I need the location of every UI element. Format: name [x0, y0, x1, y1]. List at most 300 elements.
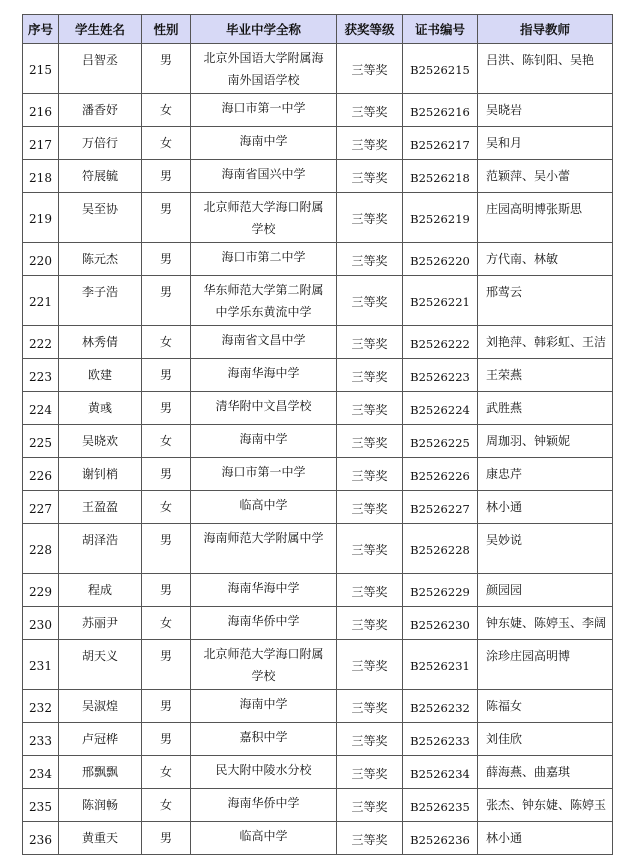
row-number: 231: [29, 659, 52, 673]
award-level: 三等奖: [351, 733, 388, 748]
gender: 男: [159, 583, 172, 597]
award-level-cell: [337, 326, 403, 359]
student-name-cell: [59, 276, 142, 326]
school-name-cell: [191, 723, 337, 756]
student-name: 谢钊梢: [81, 467, 118, 481]
table-row: [23, 94, 613, 127]
award-level: 三等奖: [351, 212, 388, 226]
gender-cell: [142, 524, 191, 574]
school-name-cell: [191, 127, 337, 160]
award-level: 三等奖: [351, 369, 388, 384]
teacher-names-cell: [478, 392, 613, 425]
certificate-number-cell: [403, 44, 478, 94]
certificate-number-cell: [403, 822, 478, 855]
teacher-names: 林小通: [486, 500, 523, 514]
teacher-names-cell: [478, 326, 613, 359]
certificate-number: B2526219: [410, 212, 470, 226]
certificate-number-cell: [403, 607, 478, 640]
gender: 男: [159, 649, 172, 663]
award-level: 三等奖: [351, 501, 388, 516]
school-name: 嘉积中学: [239, 730, 288, 744]
award-level: 三等奖: [351, 832, 388, 847]
student-name-cell: [59, 425, 142, 458]
school-name: 海南省国兴中学: [221, 167, 306, 181]
award-level-cell: [337, 359, 403, 392]
award-level-cell: [337, 243, 403, 276]
certificate-number-cell: [403, 326, 478, 359]
student-name: 欧建: [87, 368, 112, 382]
student-name-cell: [59, 392, 142, 425]
gender-cell: [142, 243, 191, 276]
row-number-cell: [23, 127, 59, 160]
student-name-cell: [59, 756, 142, 789]
row-number-cell: [23, 458, 59, 491]
school-name-cell: [191, 425, 337, 458]
student-name: 林秀倩: [81, 335, 118, 349]
teacher-names-cell: [478, 160, 613, 193]
certificate-number: B2526234: [410, 766, 470, 781]
row-number: 217: [29, 137, 52, 152]
table-row: [23, 491, 613, 524]
table-row: [23, 127, 613, 160]
teacher-names: 涂珍庄园高明博: [486, 649, 571, 663]
school-name-cell: [191, 756, 337, 789]
teacher-names-cell: [478, 44, 613, 94]
school-name: 北京师范大学海口附属学校: [203, 647, 324, 683]
table-row: [23, 392, 613, 425]
teacher-names: 林小通: [486, 831, 523, 845]
teacher-names: 范颖萍、吴小蕾: [486, 169, 571, 183]
award-level: 三等奖: [351, 659, 388, 673]
school-name: 海南华海中学: [227, 581, 300, 595]
teacher-names: 康忠芹: [486, 467, 523, 481]
student-name: 吴晓欢: [81, 434, 118, 448]
row-number: 226: [29, 468, 52, 483]
student-name-cell: [59, 524, 142, 574]
award-level: 三等奖: [351, 63, 388, 77]
school-name: 临高中学: [239, 829, 288, 843]
student-name: 潘香妤: [81, 103, 118, 117]
gender: 女: [159, 798, 172, 812]
award-level-cell: [337, 789, 403, 822]
teacher-names-cell: [478, 756, 613, 789]
certificate-number-cell: [403, 193, 478, 243]
school-name: 清华附中文昌学校: [215, 399, 312, 413]
table-row: [23, 276, 613, 326]
certificate-number-cell: [403, 243, 478, 276]
table-row: [23, 458, 613, 491]
certificate-number: B2526230: [410, 617, 470, 632]
table-row: [23, 193, 613, 243]
gender: 女: [159, 434, 172, 448]
award-level-cell: [337, 491, 403, 524]
certificate-number: B2526227: [410, 501, 470, 516]
row-number: 224: [29, 402, 52, 417]
school-name: 北京外国语大学附属海南外国语学校: [203, 51, 324, 87]
school-name-cell: [191, 94, 337, 127]
certificate-number: B2526231: [410, 659, 470, 673]
gender: 男: [159, 53, 172, 67]
certificate-number: B2526218: [410, 170, 470, 185]
row-number: 221: [29, 295, 52, 309]
gender-cell: [142, 160, 191, 193]
row-number-cell: [23, 723, 59, 756]
teacher-names: 钟东婕、陈婷玉、李阔: [486, 616, 607, 630]
table-row: [23, 640, 613, 690]
row-number: 236: [29, 832, 52, 847]
row-number-cell: [23, 44, 59, 94]
teacher-names-cell: [478, 789, 613, 822]
gender-cell: [142, 640, 191, 690]
student-name: 陈润畅: [81, 798, 118, 812]
gender: 男: [159, 467, 172, 481]
student-name-cell: [59, 789, 142, 822]
teacher-names-cell: [478, 359, 613, 392]
award-level-cell: [337, 425, 403, 458]
teacher-names: 吴晓岩: [486, 103, 523, 117]
teacher-names: 刘艳萍、韩彩虹、王洁: [486, 335, 607, 349]
award-level: 三等奖: [351, 295, 388, 309]
school-name: 海南师范大学附属中学: [203, 531, 324, 545]
row-number-cell: [23, 326, 59, 359]
gender-cell: [142, 193, 191, 243]
gender-cell: [142, 822, 191, 855]
gender-cell: [142, 94, 191, 127]
certificate-number: B2526236: [410, 832, 470, 847]
school-name: 华东师范大学第二附属中学乐东黄流中学: [203, 283, 324, 319]
gender: 女: [159, 500, 172, 514]
school-name-cell: [191, 640, 337, 690]
certificate-number-cell: [403, 392, 478, 425]
table-row: [23, 425, 613, 458]
student-name-cell: [59, 94, 142, 127]
gender: 男: [159, 401, 172, 415]
award-level: 三等奖: [351, 799, 388, 814]
student-name-cell: [59, 160, 142, 193]
teacher-names-cell: [478, 690, 613, 723]
certificate-number-cell: [403, 640, 478, 690]
row-number-cell: [23, 524, 59, 574]
teacher-names: 王荣燕: [486, 368, 523, 382]
certificate-number: B2526225: [410, 435, 470, 450]
teacher-names-cell: [478, 822, 613, 855]
header-student-name: 学生姓名: [59, 15, 142, 44]
gender-cell: [142, 458, 191, 491]
school-name-cell: [191, 822, 337, 855]
row-number-cell: [23, 160, 59, 193]
gender: 女: [159, 136, 172, 150]
student-name: 程成: [87, 583, 112, 597]
teacher-names-cell: [478, 607, 613, 640]
school-name: 海口市第一中学: [221, 101, 306, 115]
table-row: [23, 326, 613, 359]
row-number: 228: [29, 543, 52, 557]
student-name-cell: [59, 491, 142, 524]
teacher-names-cell: [478, 524, 613, 574]
school-name-cell: [191, 690, 337, 723]
row-number-cell: [23, 789, 59, 822]
certificate-number-cell: [403, 756, 478, 789]
teacher-names: 陈福女: [486, 699, 523, 713]
student-name: 黄彧: [87, 401, 112, 415]
certificate-number-cell: [403, 425, 478, 458]
table-row: [23, 789, 613, 822]
student-name-cell: [59, 640, 142, 690]
school-name-cell: [191, 607, 337, 640]
row-number-cell: [23, 94, 59, 127]
teacher-names: 颜园园: [486, 583, 523, 597]
teacher-names: 薛海燕、曲嘉琪: [486, 765, 571, 779]
student-name-cell: [59, 607, 142, 640]
student-name-cell: [59, 193, 142, 243]
student-name-cell: [59, 723, 142, 756]
row-number-cell: [23, 640, 59, 690]
school-name: 临高中学: [239, 498, 288, 512]
school-name-cell: [191, 574, 337, 607]
student-name: 陈元杰: [81, 252, 118, 266]
row-number-cell: [23, 359, 59, 392]
teacher-names: 武胜燕: [486, 401, 523, 415]
table-row: [23, 524, 613, 574]
certificate-number: B2526224: [410, 402, 470, 417]
row-number-cell: [23, 276, 59, 326]
school-name-cell: [191, 392, 337, 425]
teacher-names-cell: [478, 458, 613, 491]
student-name-cell: [59, 326, 142, 359]
awards-table: [22, 14, 613, 855]
school-name-cell: [191, 789, 337, 822]
table-row: [23, 44, 613, 94]
teacher-names: 庄园高明博张斯思: [486, 202, 583, 216]
gender-cell: [142, 789, 191, 822]
table-row: [23, 243, 613, 276]
gender-cell: [142, 491, 191, 524]
row-number: 219: [29, 212, 52, 226]
row-number: 233: [29, 733, 52, 748]
row-number-cell: [23, 193, 59, 243]
award-level-cell: [337, 690, 403, 723]
certificate-number: B2526222: [410, 336, 470, 351]
certificate-number: B2526235: [410, 799, 470, 814]
award-level-cell: [337, 127, 403, 160]
certificate-number-cell: [403, 458, 478, 491]
school-name-cell: [191, 193, 337, 243]
school-name: 北京师范大学海口附属学校: [203, 200, 324, 236]
gender-cell: [142, 690, 191, 723]
award-level: 三等奖: [351, 468, 388, 483]
row-number: 232: [29, 700, 52, 715]
row-number: 216: [29, 104, 52, 119]
award-level-cell: [337, 160, 403, 193]
school-name: 海南华海中学: [227, 366, 300, 380]
certificate-number-cell: [403, 359, 478, 392]
gender-cell: [142, 127, 191, 160]
gender-cell: [142, 276, 191, 326]
row-number: 230: [29, 617, 52, 632]
teacher-names-cell: [478, 94, 613, 127]
table-body: [23, 44, 613, 855]
row-number-cell: [23, 822, 59, 855]
school-name: 海南中学: [239, 134, 288, 148]
school-name-cell: [191, 160, 337, 193]
teacher-names: 邢莺云: [486, 285, 523, 299]
award-level: 三等奖: [351, 336, 388, 351]
certificate-number: B2526228: [410, 543, 470, 557]
school-name-cell: [191, 458, 337, 491]
certificate-number: B2526220: [410, 253, 470, 268]
teacher-names-cell: [478, 491, 613, 524]
award-level-cell: [337, 574, 403, 607]
teacher-names-cell: [478, 127, 613, 160]
header-teacher: 指导教师: [478, 15, 613, 44]
student-name-cell: [59, 822, 142, 855]
gender: 女: [159, 616, 172, 630]
school-name-cell: [191, 326, 337, 359]
row-number-cell: [23, 607, 59, 640]
row-number: 215: [29, 63, 52, 77]
award-level: 三等奖: [351, 104, 388, 119]
school-name: 海口市第一中学: [221, 465, 306, 479]
school-name-cell: [191, 276, 337, 326]
award-level: 三等奖: [351, 137, 388, 152]
gender: 男: [159, 252, 172, 266]
gender: 男: [159, 732, 172, 746]
award-level: 三等奖: [351, 584, 388, 599]
row-number-cell: [23, 425, 59, 458]
school-name-cell: [191, 491, 337, 524]
teacher-names-cell: [478, 425, 613, 458]
certificate-number-cell: [403, 160, 478, 193]
certificate-number-cell: [403, 524, 478, 574]
teacher-names: 方代南、林敏: [486, 252, 559, 266]
school-name: 海口市第二中学: [221, 250, 306, 264]
row-number-cell: [23, 690, 59, 723]
row-number-cell: [23, 243, 59, 276]
school-name-cell: [191, 44, 337, 94]
gender-cell: [142, 756, 191, 789]
row-number-cell: [23, 392, 59, 425]
student-name: 卢冠桦: [81, 732, 118, 746]
school-name: 海南中学: [239, 432, 288, 446]
gender: 男: [159, 202, 172, 216]
table-row: [23, 574, 613, 607]
certificate-number: B2526232: [410, 700, 470, 715]
award-level: 三等奖: [351, 543, 388, 557]
gender-cell: [142, 392, 191, 425]
row-number: 220: [29, 253, 52, 268]
student-name-cell: [59, 574, 142, 607]
certificate-number-cell: [403, 789, 478, 822]
row-number: 227: [29, 501, 52, 516]
table-row: [23, 160, 613, 193]
row-number: 235: [29, 799, 52, 814]
award-level: 三等奖: [351, 766, 388, 781]
row-number: 229: [29, 584, 52, 599]
certificate-number-cell: [403, 94, 478, 127]
student-name: 黄重天: [81, 831, 118, 845]
certificate-number: B2526226: [410, 468, 470, 483]
table-row: [23, 723, 613, 756]
gender: 男: [159, 831, 172, 845]
award-level-cell: [337, 392, 403, 425]
award-level: 三等奖: [351, 253, 388, 268]
certificate-number: B2526229: [410, 584, 470, 599]
row-number-cell: [23, 756, 59, 789]
school-name: 海南中学: [239, 697, 288, 711]
school-name: 海南华侨中学: [227, 614, 300, 628]
gender: 女: [159, 765, 172, 779]
row-number: 222: [29, 336, 52, 351]
school-name: 海南华侨中学: [227, 796, 300, 810]
student-name: 苏丽尹: [81, 616, 118, 630]
teacher-names: 周珈羽、钟颖妮: [486, 434, 571, 448]
school-name-cell: [191, 359, 337, 392]
student-name: 胡泽浩: [81, 533, 118, 547]
award-level-cell: [337, 756, 403, 789]
certificate-number: B2526217: [410, 137, 470, 152]
teacher-names-cell: [478, 243, 613, 276]
certificate-number: B2526221: [410, 295, 470, 309]
gender-cell: [142, 574, 191, 607]
gender: 男: [159, 699, 172, 713]
student-name: 邢飘飘: [81, 765, 118, 779]
gender: 男: [159, 533, 172, 547]
teacher-names-cell: [478, 723, 613, 756]
award-level-cell: [337, 607, 403, 640]
row-number: 234: [29, 766, 52, 781]
table-row: [23, 756, 613, 789]
award-level-cell: [337, 458, 403, 491]
header-award-level: 获奖等级: [337, 15, 403, 44]
header-gender: 性别: [142, 15, 191, 44]
gender-cell: [142, 44, 191, 94]
award-level-cell: [337, 640, 403, 690]
gender: 女: [159, 335, 172, 349]
award-level: 三等奖: [351, 170, 388, 185]
school-name: 海南省文昌中学: [221, 333, 306, 347]
gender-cell: [142, 326, 191, 359]
table-row: [23, 822, 613, 855]
student-name-cell: [59, 359, 142, 392]
award-level-cell: [337, 193, 403, 243]
award-level: 三等奖: [351, 402, 388, 417]
award-level-cell: [337, 524, 403, 574]
award-level-cell: [337, 822, 403, 855]
teacher-names: 刘佳欣: [486, 732, 523, 746]
row-number-cell: [23, 491, 59, 524]
student-name: 吕智丞: [81, 53, 118, 67]
award-level: 三等奖: [351, 617, 388, 632]
award-level: 三等奖: [351, 435, 388, 450]
teacher-names-cell: [478, 276, 613, 326]
teacher-names-cell: [478, 640, 613, 690]
teacher-names: 吴和月: [486, 136, 523, 150]
teacher-names: 吕洪、陈钊阳、吴艳: [486, 53, 595, 67]
student-name-cell: [59, 44, 142, 94]
award-level-cell: [337, 276, 403, 326]
teacher-names-cell: [478, 193, 613, 243]
certificate-number: B2526223: [410, 369, 470, 384]
gender-cell: [142, 359, 191, 392]
certificate-number-cell: [403, 723, 478, 756]
header-school: 毕业中学全称: [191, 15, 337, 44]
school-name-cell: [191, 524, 337, 574]
row-number: 225: [29, 435, 52, 450]
teacher-names: 张杰、钟东婕、陈婷玉: [486, 798, 607, 812]
header-certificate-no: 证书编号: [403, 15, 478, 44]
gender: 男: [159, 285, 172, 299]
gender: 男: [159, 368, 172, 382]
